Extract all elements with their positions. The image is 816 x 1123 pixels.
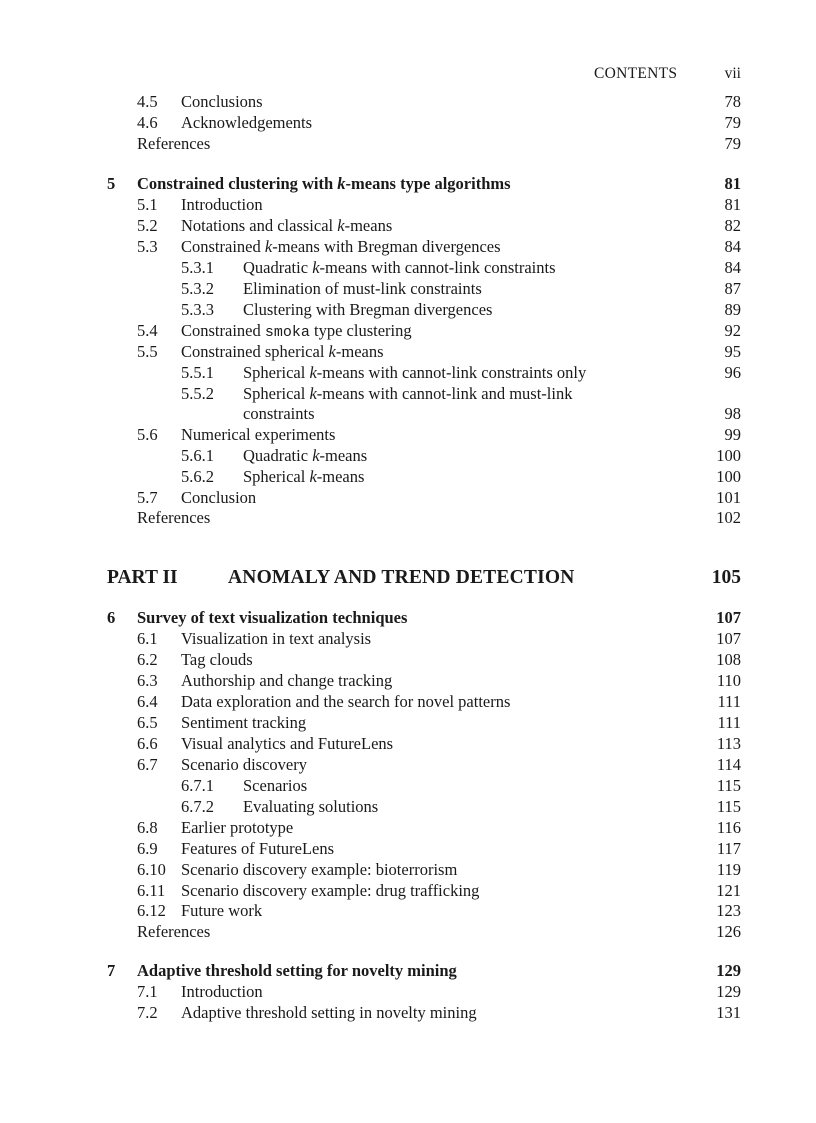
- entry-number: 5.3: [137, 237, 158, 256]
- toc-entry-section: [0, 754, 816, 775]
- chapter-title: Adaptive threshold setting for novelty mining: [137, 961, 457, 980]
- toc-entry-section: [0, 859, 816, 880]
- entry-page: 123: [716, 901, 741, 920]
- entry-page: 84: [724, 258, 741, 277]
- toc-entry-section: [0, 424, 816, 445]
- toc-entry-chapter: [0, 607, 816, 628]
- entry-number: 5.5.2: [181, 384, 214, 403]
- entry-title: Authorship and change tracking: [181, 671, 393, 690]
- entry-title: Introduction: [181, 195, 263, 214]
- entry-title: constraints: [243, 404, 315, 423]
- entry-title: Spherical k-means with cannot-link constraints only: [243, 363, 587, 382]
- entry-title: References: [137, 508, 211, 527]
- entry-page: 96: [724, 363, 741, 382]
- toc-entry-section: [0, 733, 816, 754]
- entry-number: 5.3.1: [181, 258, 214, 277]
- toc-entry-section: [0, 712, 816, 733]
- entry-title: Evaluating solutions: [243, 797, 379, 816]
- toc-entry-section: [0, 341, 816, 362]
- toc-entry-section: [0, 900, 816, 921]
- toc-entry-subsection: [0, 775, 816, 796]
- entry-number: 5.5.1: [181, 363, 214, 382]
- entry-page: 108: [716, 650, 741, 669]
- toc-entry-section: [0, 628, 816, 649]
- entry-page: 116: [716, 818, 741, 837]
- entry-number: 6.7: [137, 755, 158, 774]
- entry-page: 89: [724, 300, 741, 319]
- toc-entry-section: [0, 215, 816, 236]
- toc-entry-references: [0, 133, 816, 154]
- chapter-number: 6: [107, 608, 116, 627]
- entry-title: Visual analytics and FutureLens: [181, 734, 394, 753]
- entry-number: 5.7: [137, 488, 158, 507]
- entry-title: Constrained smoka type clustering: [181, 321, 412, 341]
- entry-title: Features of FutureLens: [181, 839, 335, 858]
- toc-entry-subsection: [0, 466, 816, 487]
- toc-entry-subsection: [0, 278, 816, 299]
- entry-title: Tag clouds: [181, 650, 253, 669]
- entry-number: 5.6.1: [181, 446, 214, 465]
- toc-entry-subsection: [0, 796, 816, 817]
- entry-title: Constrained spherical k-means: [181, 342, 384, 361]
- toc-entry-section: [0, 670, 816, 691]
- entry-page: 115: [716, 797, 741, 816]
- toc-entry-part: [0, 565, 816, 591]
- entry-number: 5.6: [137, 425, 158, 444]
- entry-number: 5.4: [137, 321, 158, 340]
- entry-number: 6.7.2: [181, 797, 214, 816]
- chapter-number: 7: [107, 961, 116, 980]
- entry-page: 82: [724, 216, 741, 235]
- toc-entry-section: [0, 487, 816, 508]
- entry-title: Adaptive threshold setting in novelty mining: [181, 1003, 477, 1022]
- entry-page: 107: [716, 629, 741, 648]
- entry-page: 113: [716, 734, 741, 753]
- entry-number: 7.2: [137, 1003, 158, 1022]
- entry-title: Scenarios: [243, 776, 308, 795]
- entry-number: 5.3.3: [181, 300, 214, 319]
- entry-page: 79: [724, 134, 741, 153]
- entry-title: Scenario discovery: [181, 755, 307, 774]
- entry-number: 6.8: [137, 818, 158, 837]
- entry-page: 114: [716, 755, 741, 774]
- entry-page: 92: [724, 321, 741, 340]
- entry-number: 7.1: [137, 982, 158, 1001]
- toc-entry-subsection: [0, 383, 816, 404]
- entry-title: Data exploration and the search for novel patterns: [181, 692, 511, 711]
- entry-page: 87: [724, 279, 741, 298]
- entry-page: 102: [716, 508, 741, 527]
- entry-number: 4.5: [137, 92, 158, 111]
- entry-page: 115: [716, 776, 741, 795]
- entry-title: Conclusions: [181, 92, 263, 111]
- entry-title: Introduction: [181, 982, 263, 1001]
- entry-title: Visualization in text analysis: [181, 629, 372, 648]
- entry-page: 107: [716, 608, 741, 627]
- entry-title: Spherical k-means: [243, 467, 365, 486]
- entry-number: 6.5: [137, 713, 158, 732]
- entry-page: 117: [716, 839, 741, 858]
- toc-entry-section: [0, 91, 816, 112]
- entry-number: 5.6.2: [181, 467, 214, 486]
- entry-page: 78: [724, 92, 741, 111]
- entry-title: Numerical experiments: [181, 425, 336, 444]
- toc-entry-section: [0, 817, 816, 838]
- entry-page: 121: [716, 881, 741, 900]
- entry-page: 129: [716, 961, 741, 980]
- entry-page: 126: [716, 922, 741, 941]
- chapter-title: Constrained clustering with k-means type algorithms: [137, 174, 511, 193]
- toc-entry-section: [0, 981, 816, 1002]
- entry-page: 98: [724, 404, 741, 423]
- entry-title: Spherical k-means with cannot-link and must-link: [243, 384, 573, 403]
- toc-entry-chapter: [0, 173, 816, 194]
- entry-page: 131: [716, 1003, 741, 1022]
- entry-number: 5.5: [137, 342, 158, 361]
- toc-entry-section: [0, 236, 816, 257]
- toc-entry-section: [0, 880, 816, 901]
- entry-title: Scenario discovery example: bioterrorism: [181, 860, 458, 879]
- entry-number: 6.11: [137, 881, 166, 900]
- entry-page: 79: [724, 113, 741, 132]
- chapter-number: 5: [107, 174, 116, 193]
- entry-page: 84: [724, 237, 741, 256]
- running-header-page-number: vii: [724, 65, 741, 82]
- running-header-title: CONTENTS: [594, 65, 678, 82]
- part-title: ANOMALY AND TREND DETECTION: [228, 567, 575, 588]
- toc-entry-section: [0, 838, 816, 859]
- toc-entry-section: [0, 649, 816, 670]
- entry-title: Sentiment tracking: [181, 713, 307, 732]
- entry-number: 6.7.1: [181, 776, 214, 795]
- entry-title: Future work: [181, 901, 263, 920]
- toc-entry-section: [0, 112, 816, 133]
- toc-entry-subsection: [0, 257, 816, 278]
- entry-number: 6.12: [137, 901, 166, 920]
- entry-number: 6.3: [137, 671, 158, 690]
- entry-page: 101: [716, 488, 741, 507]
- entry-number: 5.2: [137, 216, 158, 235]
- entry-title: References: [137, 134, 211, 153]
- toc-entry-section: [0, 194, 816, 215]
- entry-title: Constrained k-means with Bregman divergences: [181, 237, 501, 256]
- entry-title: Conclusion: [181, 488, 257, 507]
- entry-number: 6.9: [137, 839, 158, 858]
- toc-entry-section: [0, 691, 816, 712]
- entry-number: 5.3.2: [181, 279, 214, 298]
- entry-page: 110: [716, 671, 741, 690]
- toc-entry-references: [0, 507, 816, 528]
- entry-page: 119: [716, 860, 741, 879]
- entry-number: 6.2: [137, 650, 158, 669]
- entry-title: References: [137, 922, 211, 941]
- entry-title: Notations and classical k-means: [181, 216, 393, 235]
- entry-page: 99: [724, 425, 741, 444]
- toc-entry-subsection: [0, 445, 816, 466]
- chapter-title: Survey of text visualization techniques: [137, 608, 408, 627]
- entry-title: Clustering with Bregman divergences: [243, 300, 493, 319]
- entry-number: 6.10: [137, 860, 166, 879]
- entry-page: 81: [724, 195, 741, 214]
- entry-page: 100: [716, 446, 741, 465]
- toc-entry-section: [0, 1002, 816, 1023]
- toc-entry-chapter: [0, 960, 816, 981]
- entry-title: Quadratic k-means: [243, 446, 368, 465]
- entry-title: Earlier prototype: [181, 818, 294, 837]
- entry-page: 111: [717, 713, 741, 732]
- toc-entry-references: [0, 921, 816, 942]
- toc-entry-section: [0, 320, 816, 341]
- entry-number: 6.1: [137, 629, 158, 648]
- entry-number: 4.6: [137, 113, 158, 132]
- toc-entry-continuation: [0, 403, 816, 424]
- entry-title: Quadratic k-means with cannot-link constraints: [243, 258, 556, 277]
- entry-title: Acknowledgements: [181, 113, 313, 132]
- entry-number: 5.1: [137, 195, 158, 214]
- entry-number: 6.6: [137, 734, 158, 753]
- entry-page: 129: [716, 982, 741, 1001]
- entry-page: 105: [711, 567, 741, 588]
- part-number: PART II: [107, 567, 178, 588]
- entry-page: 100: [716, 467, 741, 486]
- entry-title: Scenario discovery example: drug trafficking: [181, 881, 480, 900]
- entry-page: 81: [724, 174, 741, 193]
- entry-title: Elimination of must-link constraints: [243, 279, 482, 298]
- toc-entry-subsection: [0, 299, 816, 320]
- entry-page: 111: [717, 692, 741, 711]
- entry-number: 6.4: [137, 692, 158, 711]
- entry-page: 95: [724, 342, 741, 361]
- toc-entry-subsection: [0, 362, 816, 383]
